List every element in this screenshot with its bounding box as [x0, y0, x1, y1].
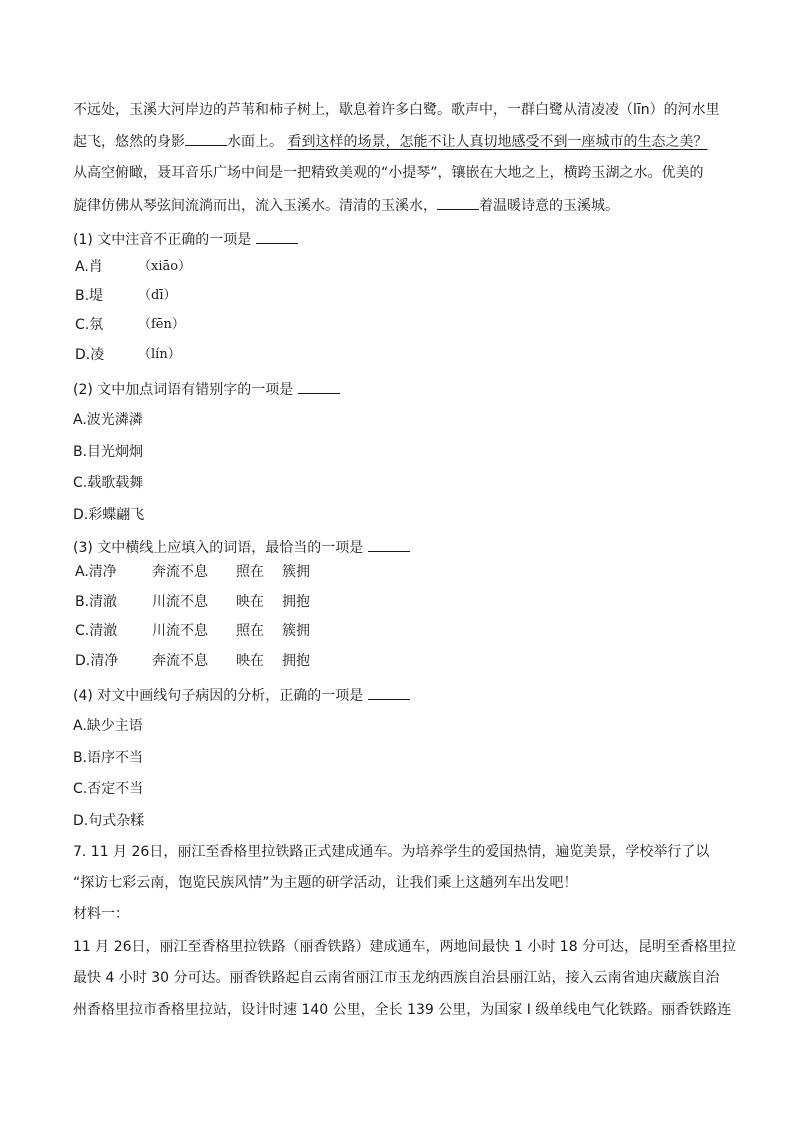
option-cell: 簇拥 [282, 623, 310, 639]
passage-text: 水面上。 [227, 134, 283, 150]
option-cell: A.清净 [75, 564, 117, 580]
option-cell: 拥抱 [282, 653, 310, 669]
passage-text: 起飞，悠然的身影 [73, 134, 185, 150]
option-cell: D.清净 [75, 653, 119, 669]
pinyin: （fēn） [138, 317, 185, 332]
q3-option-a [75, 562, 375, 582]
question-7-line-1: 7. 11 月 26日，丽江至香格里拉铁路正式建成通车。为培养学生的爱国热情，遍览美景，学校举行了以 [73, 844, 710, 860]
q3-option-c [75, 621, 375, 641]
answer-blank [256, 229, 298, 244]
q4-option-c: C.否定不当 [73, 781, 144, 797]
option-cell: 川流不息 [152, 594, 208, 610]
option-cell: B.清澈 [75, 594, 118, 610]
passage-line-1: 不远处，玉溪大河岸边的芦苇和柿子树上，歇息着许多白鹭。歌声中，一群白鹭从清凌凌（līn）的河水里 [73, 102, 720, 118]
option-label: D.凌 [75, 347, 105, 363]
q4-option-b: B.语序不当 [73, 750, 144, 766]
passage-line-2 [73, 131, 707, 151]
question-2-stem [73, 379, 340, 399]
question-text: (1) 文中注音不正确的一项是 [73, 232, 252, 248]
passage-line-4 [73, 195, 619, 215]
option-cell: 映在 [236, 653, 264, 669]
passage-text: 着温暖诗意的玉溪城。 [479, 198, 619, 214]
option-cell: 照在 [236, 623, 264, 639]
answer-blank [368, 685, 410, 700]
option-cell: 照在 [236, 564, 264, 580]
q1-option-d [75, 345, 181, 365]
option-cell: 映在 [236, 594, 264, 610]
q1-option-b [75, 286, 177, 306]
option-label: A.肖 [75, 259, 103, 275]
option-cell: 簇拥 [282, 564, 310, 580]
material-line-3: 州香格里拉市香格里拉站，设计时速 140 公里，全长 139 公里，为国家 I 级单线电气化铁路。丽香铁路连 [73, 1002, 732, 1018]
question-text: (2) 文中加点词语有错别字的一项是 [73, 382, 294, 398]
passage-text: 旋律仿佛从琴弦间流淌而出，流入玉溪水。清清的玉溪水， [73, 198, 437, 214]
answer-blank [298, 379, 340, 394]
q3-option-d [75, 651, 375, 671]
material-label: 材料一： [73, 906, 129, 922]
pinyin: （lín） [138, 347, 181, 362]
q2-option-b: B.目光炯炯 [73, 444, 144, 460]
underlined-sentence: 看到这样的场景，怎能不让人真切地感受不到一座城市的生态之美？ [287, 134, 708, 150]
option-cell: 奔流不息 [152, 653, 208, 669]
question-text: (3) 文中横线上应填入的词语，最恰当的一项是 [73, 540, 364, 556]
material-line-1: 11 月 26日，丽江至香格里拉铁路（丽香铁路）建成通车，两地间最快 1 小时 18 分可达，昆明至香格里拉 [73, 939, 737, 955]
option-label: C.氛 [75, 317, 104, 333]
question-1-stem [73, 229, 298, 249]
question-4-stem [73, 685, 410, 705]
option-cell: 奔流不息 [152, 564, 208, 580]
question-3-stem [73, 537, 410, 557]
q3-option-b [75, 592, 375, 612]
pinyin: （xiāo） [138, 259, 192, 274]
q4-option-a: A.缺少主语 [73, 718, 143, 734]
answer-blank [368, 537, 410, 552]
answer-blank [185, 131, 227, 146]
question-7-line-2: “探访七彩云南，饱览民族风情”为主题的研学活动，让我们乘上这趟列车出发吧！ [73, 875, 578, 891]
option-cell: 川流不息 [152, 623, 208, 639]
option-cell: 拥抱 [282, 594, 310, 610]
q2-option-a: A.波光潾潾 [73, 412, 143, 428]
answer-blank [437, 195, 479, 210]
q1-option-c [75, 315, 185, 335]
passage-line-3: 从高空俯瞰，聂耳音乐广场中间是一把精致美观的“小提琴”，镶嵌在大地之上，横跨玉湖之水。优美的 [73, 165, 704, 181]
option-label: B.堤 [75, 288, 104, 304]
q4-option-d: D.句式杂糅 [73, 813, 145, 829]
material-line-2: 最快 4 小时 30 分可达。丽香铁路起自云南省丽江市玉龙纳西族自治县丽江站，接入云南省迪庆藏族自治 [73, 970, 720, 986]
q2-option-d: D.彩蝶翩飞 [73, 507, 145, 523]
question-text: (4) 对文中画线句子病因的分析，正确的一项是 [73, 688, 364, 704]
q2-option-c: C.载歌载舞 [73, 475, 144, 491]
q1-option-a [75, 257, 192, 277]
pinyin: （dī） [138, 288, 177, 303]
option-cell: C.清澈 [75, 623, 118, 639]
